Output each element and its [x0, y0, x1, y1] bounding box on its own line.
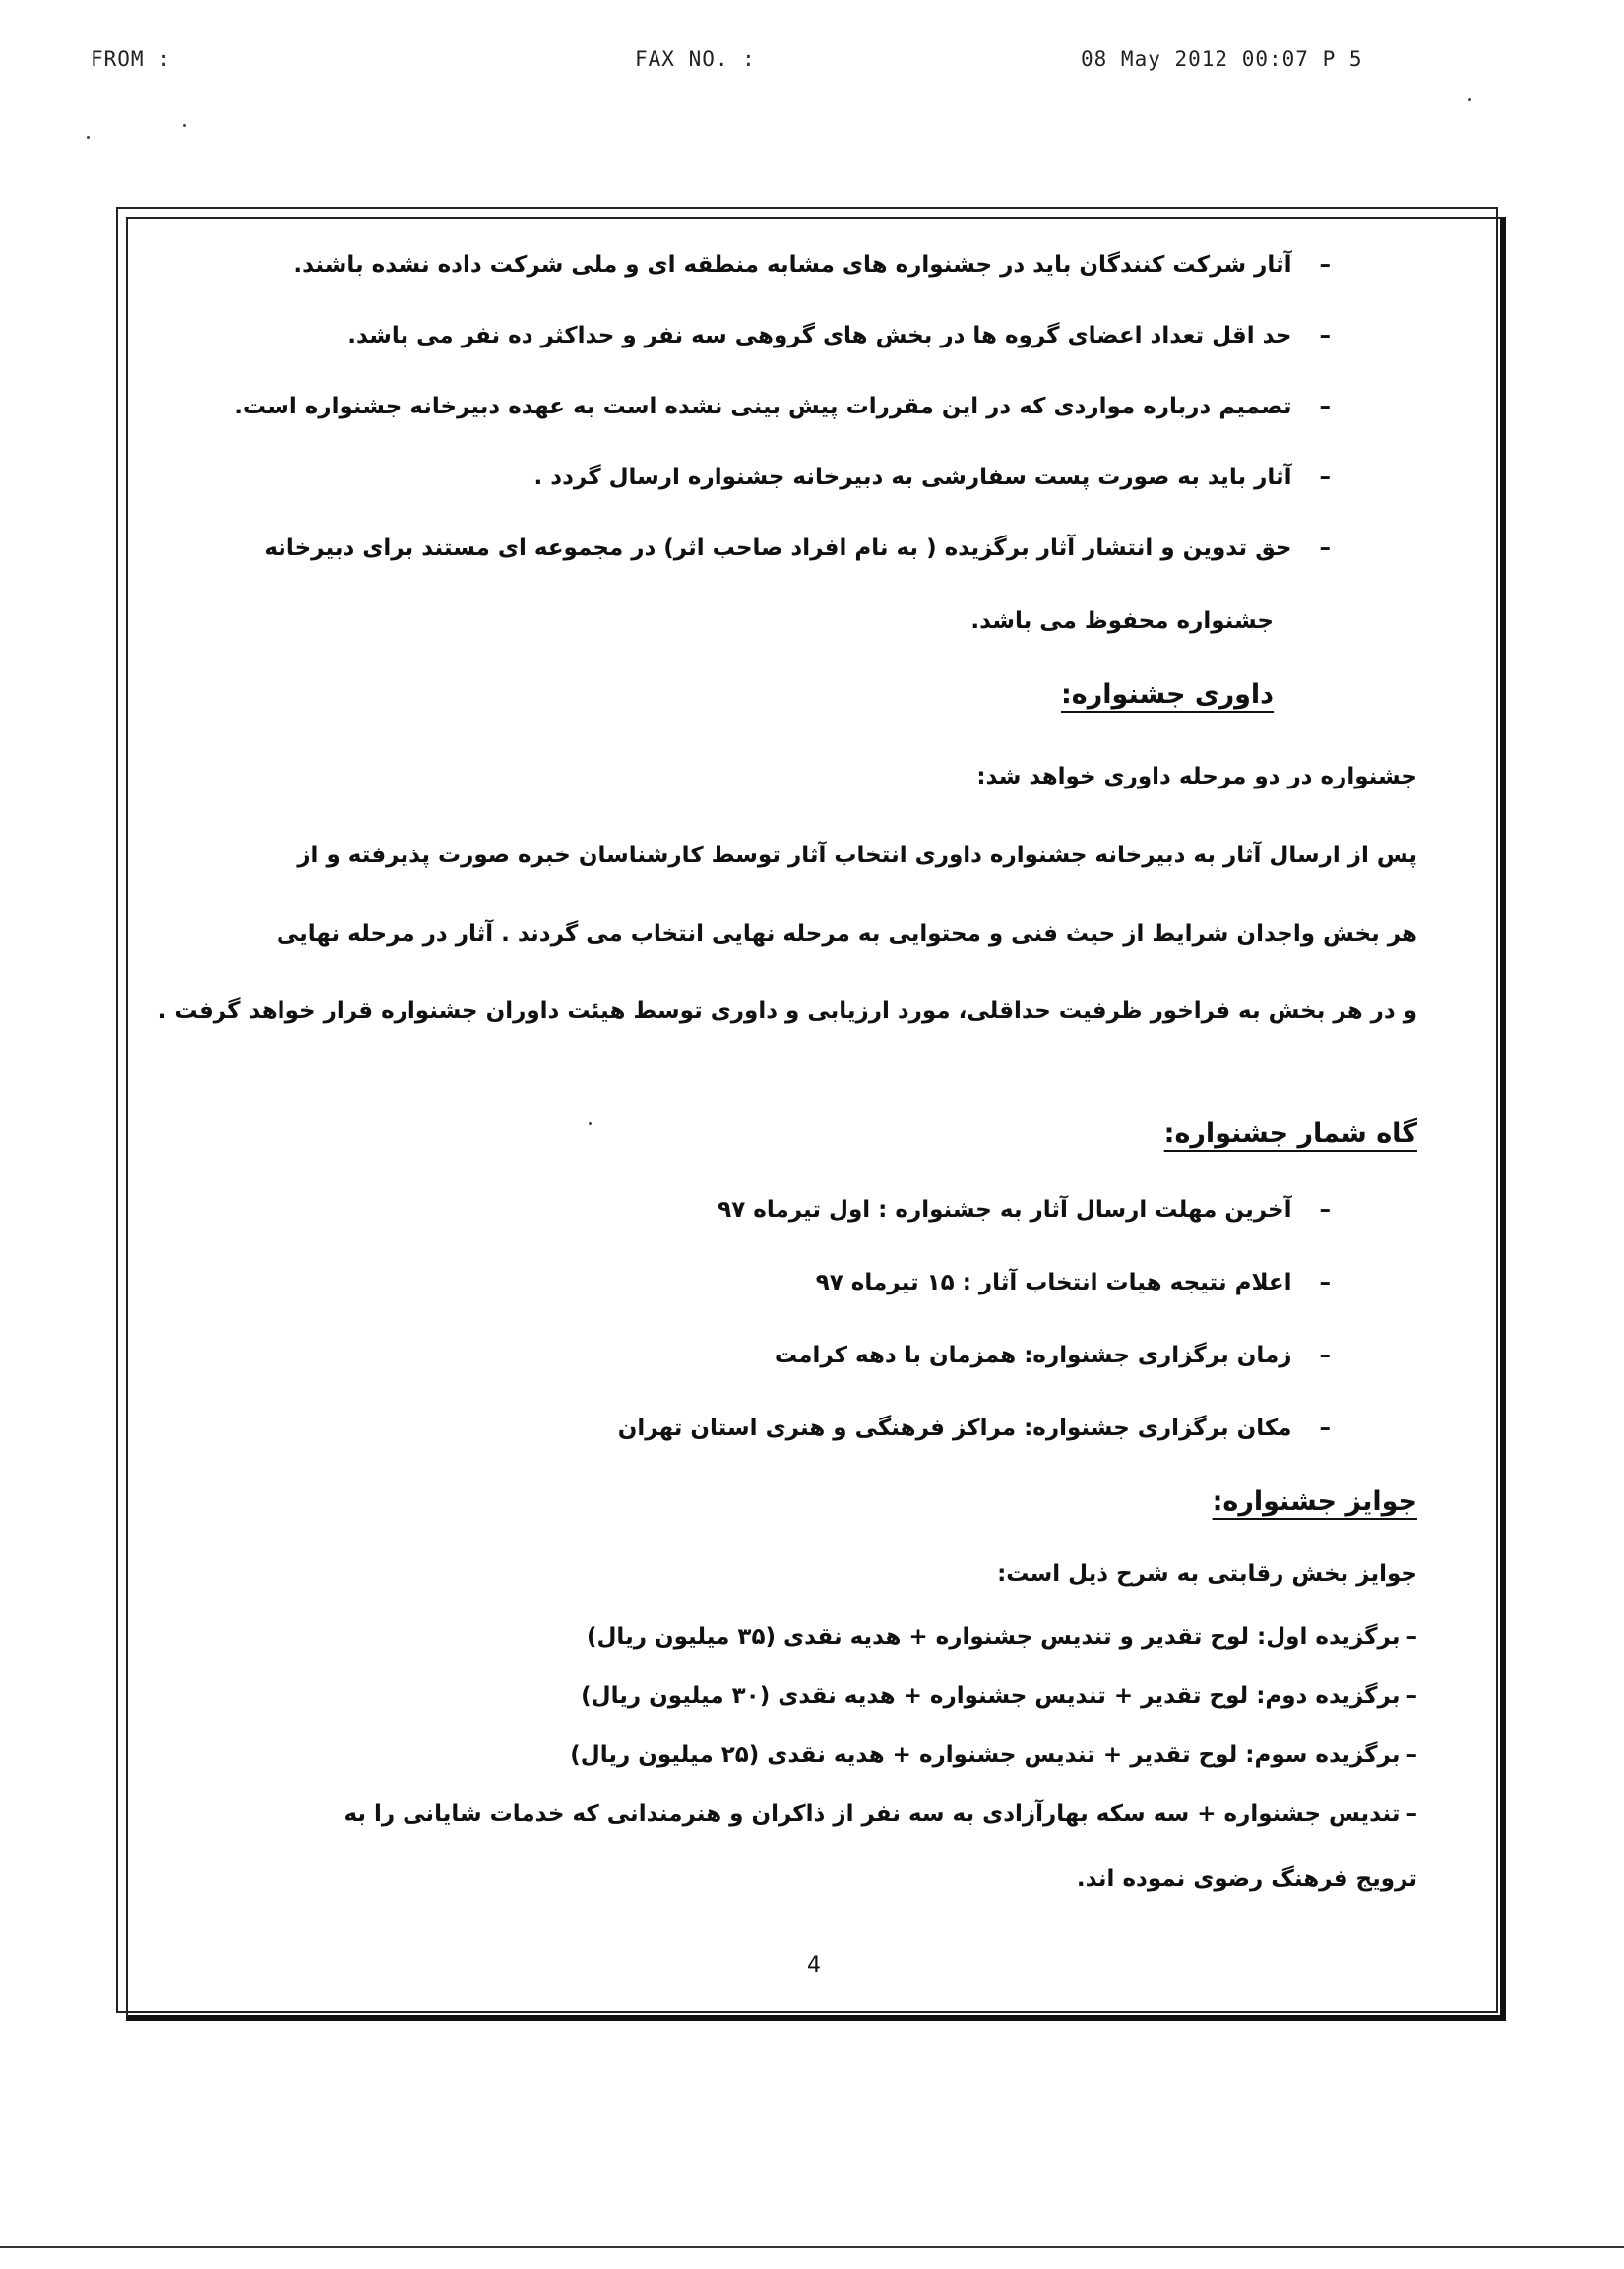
prize-item: –تندیس جشنواره + سه سکه بهارآزادی به سه نفر از ذاکران و هنرمندانی که خدمات شایانی را به: [344, 1801, 1417, 1827]
bullet-dash: –: [1405, 1801, 1417, 1827]
schedule-item: –مکان برگزاری جشنواره: مراکز فرهنگی و هنری استان تهران: [617, 1416, 1331, 1441]
rule-item: –آثار باید به صورت پست سفارشی به دبیرخانه جشنواره ارسال گردد .: [533, 465, 1331, 490]
bullet-dash: –: [1319, 1416, 1331, 1441]
judging-paragraph-line: هر بخش واجدان شرایط از حیث فنی و محتوایی به مرحله نهایی انتخاب می گردند . آثار در مرحله نهایی: [276, 921, 1417, 947]
bullet-dash: –: [1319, 252, 1331, 278]
bullet-dash: –: [1319, 465, 1331, 490]
bullet-dash: –: [1405, 1624, 1417, 1650]
bullet-dash: –: [1405, 1683, 1417, 1709]
page-number: 4: [807, 1953, 821, 1978]
fax-from: FROM :: [91, 47, 171, 71]
section-heading-schedule: گاه شمار جشنواره:: [1163, 1118, 1417, 1149]
prize-item: –برگزیده دوم: لوح تقدیر + تندیس جشنواره + هدیه نقدی (۳۰ میلیون ریال): [581, 1683, 1417, 1709]
prizes-intro: جوایز بخش رقابتی به شرح ذیل است:: [997, 1561, 1417, 1587]
judging-intro: جشنواره در دو مرحله داوری خواهد شد:: [976, 764, 1417, 789]
bullet-dash: –: [1319, 394, 1331, 419]
bullet-dash: –: [1319, 536, 1331, 561]
rule-item: –آثار شرکت کنندگان باید در جشنواره های مشابه منطقه ای و ملی شرکت داده نشده باشند.: [293, 252, 1331, 278]
bullet-dash: –: [1319, 1270, 1331, 1295]
bottom-rule: [0, 2246, 1624, 2248]
schedule-item: –زمان برگزاری جشنواره: همزمان با دهه کرامت: [774, 1343, 1331, 1368]
section-heading-judging: داوری جشنواره:: [1061, 679, 1274, 710]
schedule-item: –اعلام نتیجه هیات انتخاب آثار : ۱۵ تیرماه ۹۷: [815, 1270, 1331, 1295]
rule-item: –حد اقل تعداد اعضای گروه ها در بخش های گروهی سه نفر و حداکثر ده نفر می باشد.: [347, 323, 1331, 348]
scan-speck: [1468, 98, 1471, 101]
judging-paragraph-line: پس از ارسال آثار به دبیرخانه جشنواره داوری انتخاب آثار توسط کارشناسان خبره صورت پذیرفته و از: [297, 843, 1417, 868]
fax-number: FAX NO. :: [635, 47, 756, 71]
bullet-dash: –: [1319, 1343, 1331, 1368]
rule-item-continuation: جشنواره محفوظ می باشد.: [970, 608, 1274, 634]
prize-item-continuation: ترویج فرهنگ رضوی نموده اند.: [1076, 1866, 1417, 1892]
bullet-dash: –: [1405, 1742, 1417, 1768]
bullet-dash: –: [1319, 323, 1331, 348]
prize-item: –برگزیده سوم: لوح تقدیر + تندیس جشنواره + هدیه نقدی (۲۵ میلیون ریال): [570, 1742, 1417, 1768]
prize-item: –برگزیده اول: لوح تقدیر و تندیس جشنواره + هدیه نقدی (۳۵ میلیون ریال): [586, 1624, 1417, 1650]
rule-item: –تصمیم درباره مواردی که در این مقررات پیش بینی نشده است به عهده دبیرخانه جشنواره است.: [234, 394, 1331, 419]
section-heading-prizes: جوایز جشنواره:: [1212, 1486, 1417, 1517]
rule-item: –حق تدوین و انتشار آثار برگزیده ( به نام افراد صاحب اثر) در مجموعه ای مستند برای دبیرخانه: [264, 536, 1331, 561]
bullet-dash: –: [1319, 1197, 1331, 1223]
scan-speck: [87, 136, 90, 139]
judging-paragraph-line: و در هر بخش به فراخور ظرفیت حداقلی، مورد ارزیابی و داوری توسط هیئت داوران جشنواره قرار خواهد گرفت .: [157, 998, 1417, 1024]
schedule-item: –آخرین مهلت ارسال آثار به جشنواره : اول تیرماه ۹۷: [718, 1197, 1331, 1223]
fax-header: [0, 47, 1624, 77]
fax-date: 08 May 2012 00:07 P 5: [1081, 47, 1363, 71]
scan-speck: [183, 124, 186, 127]
